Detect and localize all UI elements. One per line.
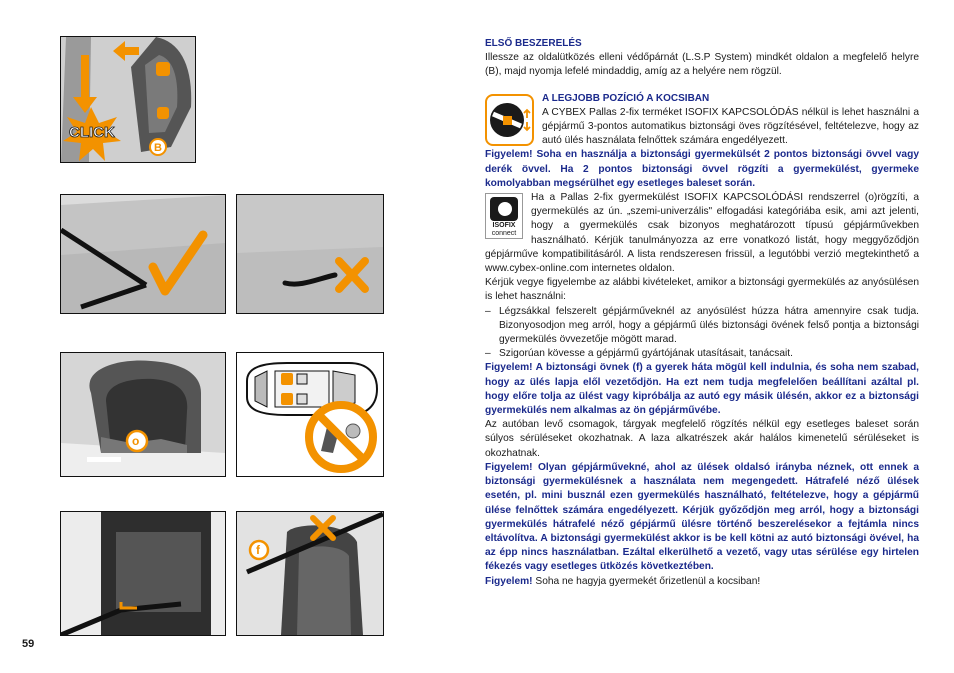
final-warning-label: Figyelem! (485, 575, 533, 587)
seatbelt-icon (485, 94, 534, 146)
exception-text: Légzsákkal felszerelt gépjárműveknél az anyósülést húzza hátra amennyire csak tudja. Bizonyosodjon meg arról, hogy a gépjármű ülés biztonsági övének felső pontja a biztonsági gyermekülés övvezetője mögött marad. (499, 305, 919, 346)
exception-item (485, 305, 919, 348)
marker-f-label: f (256, 543, 260, 557)
image-side-protection-install (60, 36, 196, 163)
exceptions-intro: Kérjük vegye figyelembe az alábbi kivételeket, amikor a biztonsági gyermekülés az anyósülésen is lehet használni: (485, 277, 919, 303)
image-2point-belt-not-ok (236, 194, 384, 314)
side-protection-illustration (61, 37, 195, 162)
dash-bullet: – (485, 348, 491, 360)
pad-marker-upper (156, 62, 170, 76)
dash-bullet: – (485, 305, 491, 317)
click-label: CLICK (69, 124, 115, 141)
isofix-logo-text: ISOFIX (492, 222, 516, 230)
image-isofix-connectors (60, 352, 226, 477)
text-column (485, 37, 919, 589)
marker-o-label: o (132, 434, 140, 448)
isofix-body: Ha a Pallas 2-fix gyermekülést ISOFIX KAPCSOLÓDÁSI rendszerrel (o)rögzíti, a gyermekülés az ún. „szemi-univerzális" elfogadási kategóriába esik, ami azt jelenti, hogy a gyermekülés csak bizonyos meghatározott típusú gépjárművekben használható. Kérjük tanulmányozza az erre vonatkozó listát, hogy meggyőződjön gépjárműve kompatibilitásáról. A lista rendszeresen frissül, a legutóbbi verzió megtekinthető a www.cybex-online.com internetes oldalon. (485, 192, 919, 275)
warning-belt-f: Figyelem! A biztonsági övnek (f) a gyerek háta mögül kell indulnia, és soha nem szabad, hogy az ülés lapja elől vezetődjön. Ha ezt nem tudja megfelelően beállítani azáltal pl. hogy előre tolja az ülést vagy kipróbálja az autó egy másik ülésén, akkor ez a biztonsági gyermekülés nem alkalmas az ön gépjárművébe. (485, 362, 919, 417)
heading-best-position: A LEGJOBB POZÍCIÓ A KOCSIBAN (542, 92, 710, 104)
pad-marker-lower (157, 107, 169, 119)
final-warning-text: Soha ne hagyja gyermekét őrizetlenül a kocsiban! (532, 575, 761, 587)
exception-text: Szigorúan kövesse a gépjármű gyártójának utasításait, tanácsait. (499, 348, 793, 360)
isofix-connect-logo (485, 193, 523, 239)
isofix-icon (489, 196, 519, 222)
warning-2point-belt: Figyelem! Soha en használja a biztonsági gyermekülsét 2 pontos biztonsági övvel vagy derék övvel. Ha 2 pontos biztonsági övvel rögzíti a gyermekülést, gyermeke komolyabban megsérülhet egy esetleges baleset során. (485, 149, 919, 189)
isofix-block (485, 191, 919, 276)
image-belt-f-position (236, 511, 384, 636)
marker-b-label: B (154, 142, 162, 154)
connect-logo-text: connect (491, 230, 517, 238)
first-install-body: Illessze az oldalütközés elleni védőpárnát (L.S.P System) mindkét oldalon a megfelelő helyre (B), majd nyomja lefelé mindaddig, amíg az a helyére nem rögzül. (485, 52, 919, 78)
exception-item (485, 347, 919, 361)
image-belt-routing (60, 511, 226, 636)
final-warning (485, 575, 919, 589)
image-3point-belt-ok (60, 194, 226, 314)
heading-first-install: ELSŐ BESZERELÉS (485, 38, 582, 49)
best-position-block (485, 92, 919, 149)
luggage-warning: Az autóban levő csomagok, tárgyak megfelelő rögzítés nélkül egy esetleges baleset során súlyos sérüléseket okozhatnak. A laza alkatrészek akár halálos kimenetelű sérüléseket is okozhatnak. (485, 419, 919, 459)
best-position-body: A CYBEX Pallas 2-fix terméket ISOFIX KAPCSOLÓDÁS nélkül is lehet használni a gépjármű 3-pontos automatikus biztonsági öves rögzítésével, feltételezve, hogy az autó ülés használata felnőttek számára engedélyezett. (542, 106, 919, 147)
page-number: 59 (22, 638, 35, 650)
image-car-airbag-warning (236, 352, 384, 477)
warning-side-seats: Figyelem! Olyan gépjárművekné, ahol az ülések oldalsó irányba néznek, ott ennek a biztonsági gyermekülésnek a használata nem megengedett. Hátrafelé néző ülések esetén, pl. mini busznál ezen gyermekülés használható, feltételezve, hogy a gépjármű ülése felnőttek számára engedélyezett. Kérjük győződjön meg arról, hogy a biztonsági gyermekülés hátrafelé néző gépjármű ülésre történő beszerelésekor a fejtámla nincs eltávolítva. A biztonsági gyermekülést akkor is be kell kötni az autó biztonsági övével, ha az épp nincs használatban. Ezáltal elkerülhető a vezető, vagy utas sérülése egy hirtelen fékezés vagy esetleges ütközés következtében. (485, 461, 919, 573)
